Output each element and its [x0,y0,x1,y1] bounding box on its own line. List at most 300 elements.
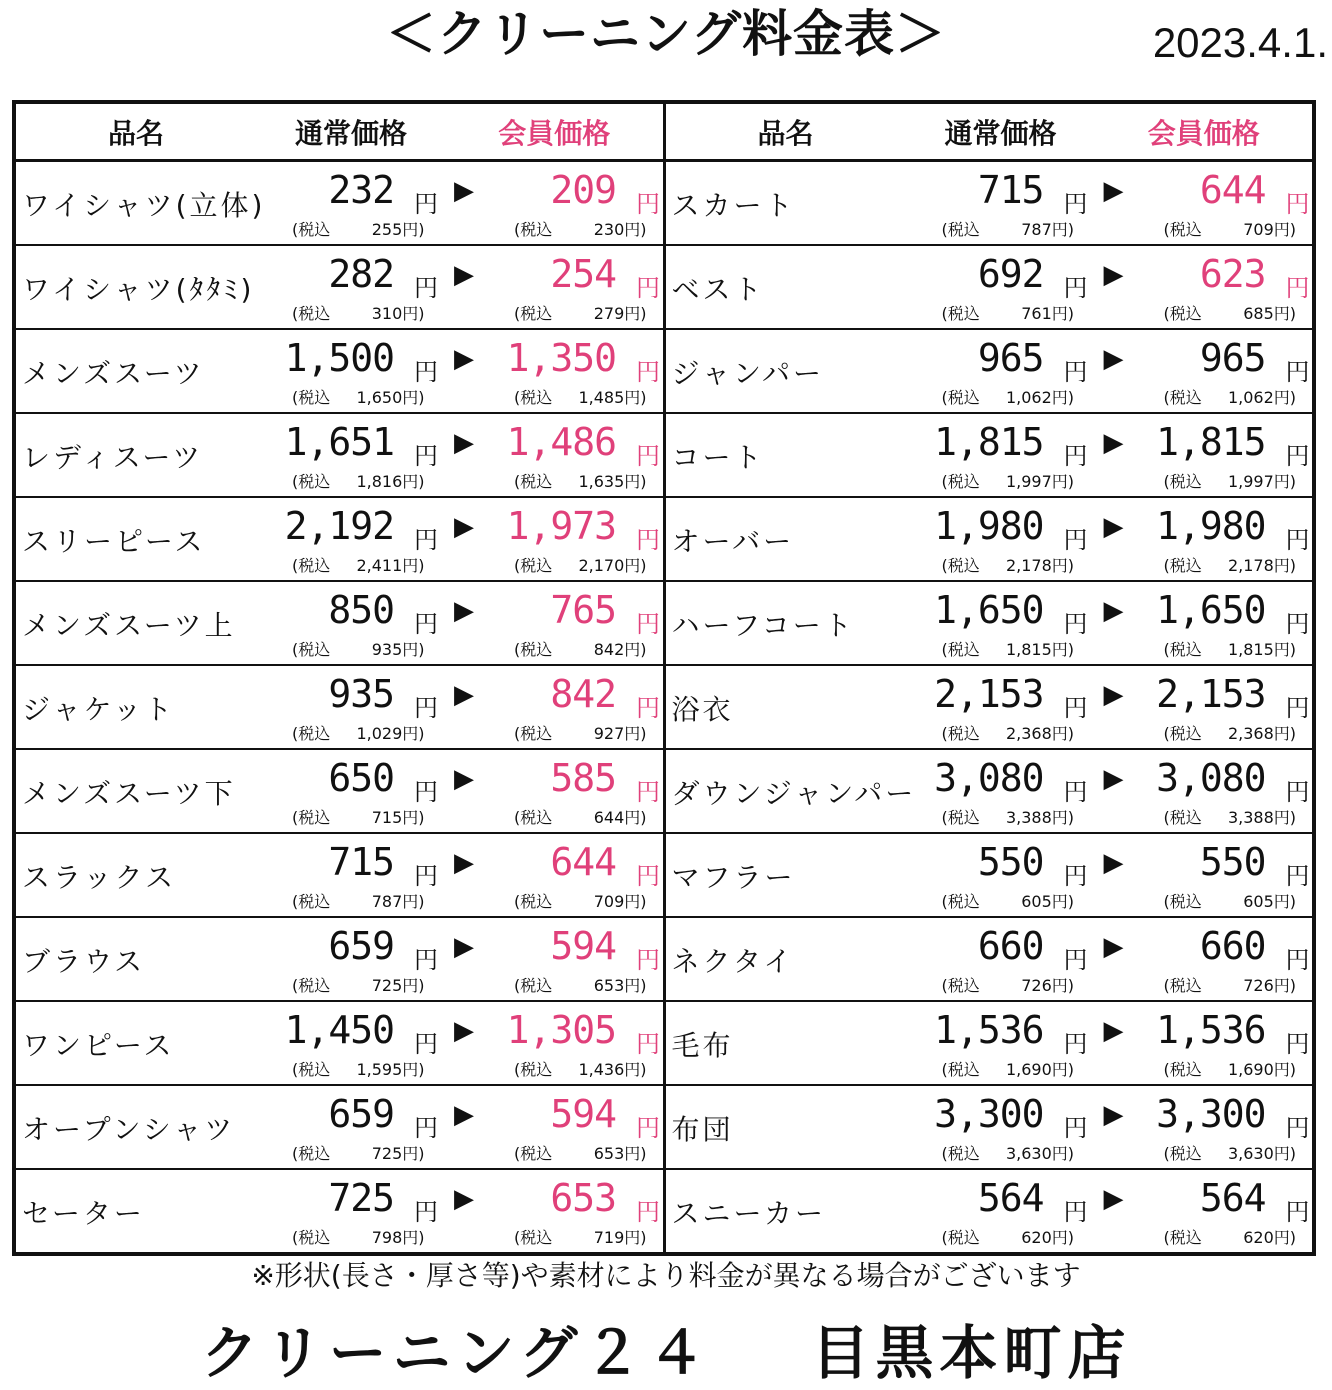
tax-prefix: (税込 [514,220,553,239]
regular-tax-value: 2,178 [1005,556,1052,575]
page-title: ＜クリーニング料金表＞ [386,5,946,63]
regular-tax-price [292,889,425,912]
regular-tax-price [942,637,1075,660]
tax-suffix: 円) [624,976,647,995]
tax-prefix: (税込 [1163,472,1202,491]
tax-suffix: 円) [1051,220,1074,239]
regular-tax-price [292,385,425,408]
arrow-icon: ▶ [1103,848,1124,878]
regular-price: 692 [977,252,1044,296]
tax-suffix: 円) [402,220,425,239]
member-price: 594 [550,1092,616,1136]
member-price: 1,486 [506,420,616,464]
table-row [16,834,663,918]
tax-suffix: 円) [402,388,425,407]
member-price: 965 [1199,336,1266,380]
item-name: オープンシャツ [22,1113,236,1146]
arrow-icon: ▶ [1103,1184,1124,1214]
member-tax-value: 2,178 [1227,556,1274,575]
table-row [16,246,663,330]
regular-tax-value: 787 [1021,220,1052,239]
tax-suffix: 円) [402,808,425,827]
tax-prefix: (税込 [941,808,980,827]
tax-prefix: (税込 [941,976,980,995]
tax-prefix: (税込 [292,1060,331,1079]
member-price: 644 [1199,168,1266,212]
tax-suffix: 円) [402,304,425,323]
member-yen: 円 [1285,526,1310,554]
tax-suffix: 円) [1273,304,1296,323]
member-tax-price [1164,637,1297,660]
tax-suffix: 円) [1051,1228,1074,1247]
regular-yen: 円 [1063,778,1088,806]
regular-price: 1,815 [934,420,1044,464]
table-row [16,750,663,834]
tax-prefix: (税込 [941,1144,980,1163]
tax-prefix: (税込 [1163,724,1202,743]
member-tax-value: 644 [593,808,625,827]
member-tax-price [1164,1057,1297,1080]
tax-prefix: (税込 [1163,1144,1202,1163]
regular-tax-price [292,469,425,492]
regular-yen: 円 [1063,694,1088,722]
tax-prefix: (税込 [514,976,553,995]
regular-tax-value: 798 [371,1228,403,1247]
arrow-icon: ▶ [454,1100,474,1130]
arrow-icon: ▶ [1103,512,1124,542]
regular-yen: 円 [1063,442,1088,470]
regular-yen: 円 [414,862,438,890]
regular-price: 650 [328,756,394,800]
regular-yen: 円 [414,526,438,554]
member-price: 1,305 [506,1008,616,1052]
member-yen: 円 [636,778,660,806]
tax-suffix: 円) [1051,388,1074,407]
regular-tax-value: 1,029 [356,724,403,743]
regular-price: 1,650 [934,588,1044,632]
item-name: ジャケット [22,693,176,726]
regular-price: 1,651 [284,420,394,464]
regular-tax-value: 1,595 [356,1060,403,1079]
regular-tax-price [292,973,425,996]
price-note: ※形状(長さ・厚さ等)や素材により料金が異なる場合がございます [251,1259,1081,1292]
regular-tax-value: 1,997 [1005,472,1052,491]
regular-tax-value: 3,630 [1005,1144,1052,1163]
member-price: 765 [550,588,616,632]
item-name: ワンピース [22,1029,175,1062]
tax-suffix: 円) [402,724,425,743]
regular-price: 1,450 [284,1008,394,1052]
regular-yen: 円 [1063,358,1088,386]
regular-yen: 円 [1063,274,1088,302]
arrow-icon: ▶ [454,260,474,290]
tax-prefix: (税込 [941,892,980,911]
rows-left [16,162,663,1252]
arrow-icon: ▶ [1103,428,1124,458]
shop-footer [0,1318,1332,1388]
regular-tax-price [292,1057,425,1080]
member-tax-value: 709 [593,892,625,911]
tax-prefix: (税込 [1163,220,1202,239]
regular-yen: 円 [1063,190,1088,218]
regular-tax-price [292,1225,425,1248]
regular-yen: 円 [1063,1114,1088,1142]
member-price: 1,536 [1156,1008,1266,1052]
regular-yen: 円 [414,1198,438,1226]
arrow-icon: ▶ [454,932,474,962]
member-yen: 円 [1285,1198,1310,1226]
member-price: 1,815 [1156,420,1266,464]
table-row [666,1170,1313,1252]
table-row [666,582,1313,666]
tax-suffix: 円) [624,1228,647,1247]
regular-tax-price [292,217,425,240]
regular-tax-value: 3,388 [1005,808,1052,827]
shop-name: クリーニング２４ [200,1319,712,1387]
member-tax-value: 2,368 [1227,724,1274,743]
arrow-icon: ▶ [454,512,474,542]
arrow-icon: ▶ [454,764,474,794]
member-tax-price [514,301,647,324]
regular-price: 1,500 [284,336,394,380]
member-tax-price [514,889,647,912]
table-row [16,414,663,498]
header-member-price: 会員価格 [498,116,611,150]
member-yen: 円 [1285,778,1310,806]
regular-tax-value: 725 [371,976,403,995]
regular-yen: 円 [414,610,438,638]
tax-suffix: 円) [624,640,647,659]
table-row [16,498,663,582]
member-tax-value: 927 [593,724,625,743]
member-tax-value: 685 [1243,304,1274,323]
arrow-icon: ▶ [1103,260,1124,290]
regular-price: 3,080 [934,756,1044,800]
table-row [16,162,663,246]
tax-prefix: (税込 [292,556,331,575]
member-tax-price [1164,973,1297,996]
table-row [666,1086,1313,1170]
item-name: ベスト [671,273,765,306]
tax-prefix: (税込 [292,1144,331,1163]
price-table-left [16,104,666,1252]
member-tax-value: 1,997 [1227,472,1274,491]
tax-suffix: 円) [1273,1228,1296,1247]
price-table [12,100,1316,1256]
regular-tax-price [942,1057,1075,1080]
regular-tax-price [292,553,425,576]
tax-suffix: 円) [1273,472,1296,491]
regular-price: 282 [328,252,394,296]
item-name: ワイシャツ(立体) [22,189,266,222]
member-price: 3,300 [1156,1092,1266,1136]
member-yen: 円 [1285,274,1310,302]
header-name: 品名 [757,116,814,150]
tax-prefix: (税込 [292,808,331,827]
tax-suffix: 円) [1051,808,1074,827]
item-name: ダウンジャンパー [671,777,917,810]
table-row [666,1002,1313,1086]
regular-price: 725 [328,1176,394,1220]
table-row [666,330,1313,414]
arrow-icon: ▶ [1103,680,1124,710]
tax-prefix: (税込 [941,1060,980,1079]
tax-suffix: 円) [1051,1060,1074,1079]
table-row [16,330,663,414]
arrow-icon: ▶ [454,344,474,374]
regular-tax-price [942,217,1075,240]
arrow-icon: ▶ [1103,344,1124,374]
member-price: 842 [550,672,616,716]
tax-prefix: (税込 [1163,892,1202,911]
regular-tax-price [292,721,425,744]
item-name: コート [671,441,765,474]
table-row [666,414,1313,498]
regular-tax-price [292,637,425,660]
member-price: 653 [550,1176,616,1220]
member-price: 1,650 [1156,588,1266,632]
member-tax-value: 709 [1243,220,1274,239]
regular-tax-value: 2,411 [356,556,403,575]
regular-tax-value: 255 [371,220,403,239]
regular-tax-value: 310 [371,304,403,323]
regular-tax-price [942,973,1075,996]
member-tax-value: 2,170 [578,556,625,575]
tax-prefix: (税込 [514,1144,553,1163]
arrow-icon: ▶ [1103,1016,1124,1046]
tax-prefix: (税込 [514,1060,553,1079]
item-name: ワイシャツ(ﾀﾀﾐ) [22,273,255,306]
member-tax-price [1164,385,1297,408]
table-row [16,918,663,1002]
tax-prefix: (税込 [292,220,331,239]
tax-prefix: (税込 [1163,1228,1202,1247]
regular-price: 965 [977,336,1044,380]
regular-tax-price [292,805,425,828]
member-tax-value: 1,635 [578,472,625,491]
tax-prefix: (税込 [1163,640,1202,659]
tax-suffix: 円) [402,1144,425,1163]
member-yen: 円 [636,1198,660,1226]
regular-yen: 円 [414,1114,438,1142]
tax-suffix: 円) [402,976,425,995]
member-tax-value: 230 [593,220,625,239]
tax-prefix: (税込 [1163,388,1202,407]
item-name: スリーピース [22,525,206,558]
member-tax-price [514,1057,647,1080]
tax-prefix: (税込 [941,304,980,323]
member-price: 209 [550,168,616,212]
tax-suffix: 円) [1273,808,1296,827]
member-yen: 円 [636,694,660,722]
regular-tax-value: 787 [371,892,403,911]
table-row [666,750,1313,834]
tax-prefix: (税込 [941,640,980,659]
table-row [666,834,1313,918]
item-name: スラックス [22,861,177,894]
tax-suffix: 円) [1051,724,1074,743]
member-tax-price [514,637,647,660]
regular-price: 850 [328,588,394,632]
member-tax-price [1164,889,1297,912]
regular-tax-price [942,469,1075,492]
regular-price: 232 [328,168,394,212]
arrow-icon: ▶ [1103,1100,1124,1130]
member-price: 1,980 [1156,504,1266,548]
tax-suffix: 円) [1273,640,1296,659]
member-tax-value: 605 [1243,892,1274,911]
tax-prefix: (税込 [941,472,980,491]
member-tax-value: 726 [1243,976,1274,995]
member-tax-value: 719 [593,1228,625,1247]
member-price: 1,973 [506,504,616,548]
member-yen: 円 [636,190,660,218]
item-name: スカート [671,189,796,222]
regular-yen: 円 [414,946,438,974]
item-name: ジャンパー [671,357,824,390]
member-tax-price [1164,721,1297,744]
regular-yen: 円 [414,190,438,218]
member-yen: 円 [636,946,660,974]
member-tax-price [514,973,647,996]
regular-tax-value: 1,815 [1005,640,1052,659]
regular-tax-value: 1,690 [1005,1060,1052,1079]
tax-prefix: (税込 [941,388,980,407]
tax-suffix: 円) [624,892,647,911]
tax-prefix: (税込 [292,724,331,743]
member-tax-value: 1,062 [1227,388,1274,407]
regular-tax-price [942,721,1075,744]
tax-prefix: (税込 [1163,1060,1202,1079]
item-name: ネクタイ [671,945,795,978]
tax-prefix: (税込 [514,892,553,911]
member-tax-price [514,1225,647,1248]
tax-suffix: 円) [624,808,647,827]
tax-suffix: 円) [402,1060,425,1079]
member-tax-price [1164,301,1297,324]
tax-suffix: 円) [1051,472,1074,491]
regular-price: 715 [977,168,1044,212]
tax-prefix: (税込 [941,556,980,575]
tax-prefix: (税込 [514,388,553,407]
regular-tax-price [942,1141,1075,1164]
tax-suffix: 円) [1273,388,1296,407]
tax-prefix: (税込 [514,1228,553,1247]
regular-yen: 円 [1063,862,1088,890]
member-tax-value: 1,815 [1227,640,1274,659]
member-tax-price [514,385,647,408]
member-price: 623 [1199,252,1266,296]
member-tax-price [1164,469,1297,492]
member-tax-value: 1,485 [578,388,625,407]
price-table-right [666,104,1313,1252]
member-price: 594 [550,924,616,968]
arrow-icon: ▶ [1103,764,1124,794]
item-name: 布団 [671,1113,734,1146]
tax-prefix: (税込 [292,304,331,323]
member-price: 2,153 [1156,672,1266,716]
member-tax-value: 1,690 [1227,1060,1274,1079]
member-price: 550 [1199,840,1266,884]
member-tax-price [514,217,647,240]
tax-prefix: (税込 [941,1228,980,1247]
regular-tax-value: 715 [371,808,403,827]
arrow-icon: ▶ [454,680,474,710]
regular-yen: 円 [414,694,438,722]
member-yen: 円 [636,1030,660,1058]
arrow-icon: ▶ [454,848,474,878]
table-row [16,1086,663,1170]
tax-suffix: 円) [624,724,647,743]
member-tax-value: 620 [1243,1228,1274,1247]
tax-suffix: 円) [624,472,647,491]
arrow-icon: ▶ [454,1184,474,1214]
member-yen: 円 [1285,442,1310,470]
table-row [666,918,1313,1002]
member-yen: 円 [1285,694,1310,722]
member-yen: 円 [1285,358,1310,386]
table-header [16,104,663,162]
member-yen: 円 [636,862,660,890]
member-yen: 円 [636,274,660,302]
member-price: 644 [550,840,616,884]
tax-suffix: 円) [624,220,647,239]
regular-price: 935 [328,672,394,716]
item-name: メンズスーツ下 [22,777,236,810]
regular-tax-price [292,1141,425,1164]
table-row [16,1170,663,1252]
member-yen: 円 [1285,190,1310,218]
tax-suffix: 円) [1273,1060,1296,1079]
tax-suffix: 円) [1051,556,1074,575]
member-tax-price [514,1141,647,1164]
member-tax-value: 653 [593,1144,625,1163]
regular-price: 3,300 [934,1092,1044,1136]
arrow-icon: ▶ [454,1016,474,1046]
header-regular-price: 通常価格 [944,116,1057,150]
regular-tax-value: 726 [1021,976,1052,995]
tax-prefix: (税込 [1163,556,1202,575]
tax-suffix: 円) [1273,724,1296,743]
member-price: 254 [550,252,616,296]
table-row [16,666,663,750]
regular-price: 659 [328,1092,394,1136]
regular-yen: 円 [414,778,438,806]
member-tax-value: 1,436 [578,1060,625,1079]
table-row [16,1002,663,1086]
regular-price: 1,980 [934,504,1044,548]
tax-suffix: 円) [624,1060,647,1079]
tax-prefix: (税込 [1163,808,1202,827]
member-yen: 円 [636,610,660,638]
arrow-icon: ▶ [1103,596,1124,626]
regular-tax-value: 761 [1021,304,1052,323]
tax-prefix: (税込 [1163,976,1202,995]
arrow-icon: ▶ [1103,176,1124,206]
tax-suffix: 円) [1273,220,1296,239]
table-row [16,582,663,666]
regular-yen: 円 [414,1030,438,1058]
member-price: 3,080 [1156,756,1266,800]
tax-prefix: (税込 [292,388,331,407]
item-name: マフラー [671,861,796,894]
arrow-icon: ▶ [454,176,474,206]
member-tax-price [514,553,647,576]
regular-tax-value: 935 [371,640,403,659]
member-tax-value: 842 [593,640,625,659]
tax-suffix: 円) [1273,556,1296,575]
regular-price: 660 [977,924,1044,968]
